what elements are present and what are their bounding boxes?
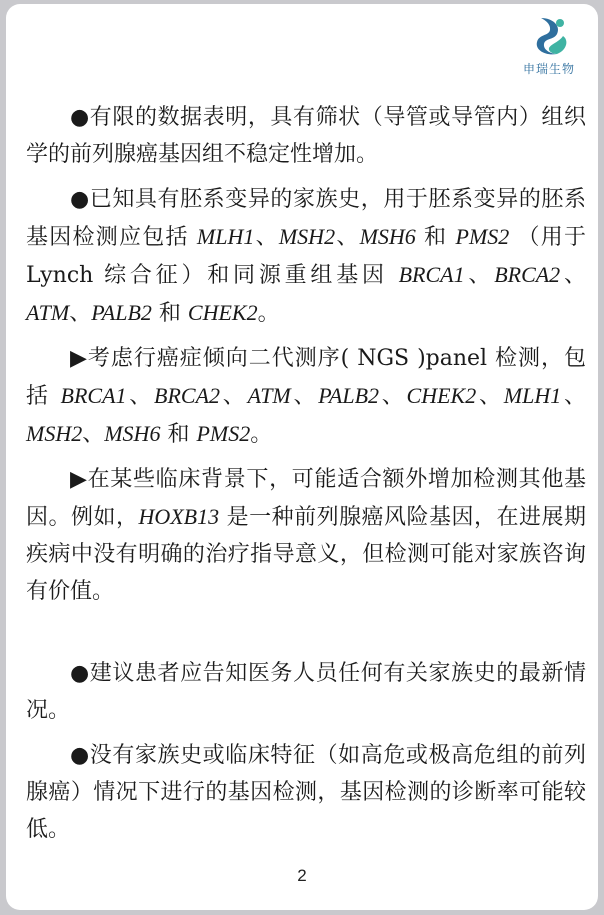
gene-symbol: BRCA2 [494,262,561,287]
gene-symbol: PMS2 [455,224,510,249]
gene-symbol: BRCA1 [60,383,127,408]
text-segment: 。 [250,422,273,447]
text-segment: ▶考虑行癌症倾向二代测序( NGS )panel 检测，包括 [26,346,586,409]
text-segment: ▶在某些临床背景下，可能适合额外增加检测其他基因。例如， [26,467,586,530]
paragraph-ngs-panel [26,340,586,453]
text-segment: 和 [160,422,197,447]
gene-symbol: MSH2 [26,421,83,446]
text-segment: 是一种前列腺癌风险基因，在进展期疾病中没有明确的治疗指导意义，但检测可能对家族咨询有价值。 [26,505,586,604]
gene-symbol: ATM [247,383,291,408]
gene-symbol: MLH1 [503,383,562,408]
text-segment: 、 [379,384,407,409]
paragraph-cribriform [26,99,586,173]
text-segment: 。 [257,301,280,326]
company-logo-text: 申瑞生物 [522,62,575,76]
text-segment: 、 [476,384,504,409]
text-segment: 和 [151,301,188,326]
company-logo [514,14,584,84]
gene-symbol: ATM [26,300,70,325]
text-segment: 、 [464,263,495,288]
gene-symbol: PMS2 [196,421,251,446]
gene-symbol: CHEK2 [187,300,258,325]
text-segment: 、 [220,384,248,409]
gene-symbol: MSH2 [278,224,336,249]
text-segment: 、 [290,384,319,409]
gene-symbol: CHEK2 [406,383,477,408]
gene-symbol: HOXB13 [138,504,220,529]
paragraph-germline-family-history [26,181,586,332]
text-segment: （用于 Lynch 综合征）和同源重组基因 [26,225,586,288]
text-segment: ●有限的数据表明，具有筛状（导管或导管内）组织学的前列腺癌基因组不稳定性增加。 [26,105,586,167]
paragraph-low-diagnostic-yield [26,737,586,848]
text-segment: 、 [126,384,155,409]
company-logo-icon [527,14,571,58]
paragraph-update-family-history [26,655,586,729]
text-segment: 、 [561,384,586,409]
gene-symbol: MLH1 [196,224,255,249]
gene-symbol: BRCA1 [398,262,465,287]
gene-symbol: MSH6 [104,421,161,446]
text-segment: 和 [415,225,456,250]
text-segment: 、 [254,225,279,250]
document-page [6,4,598,910]
paragraph-additional-genes [26,461,586,610]
text-segment: ●建议患者应告知医务人员任何有关家族史的最新情况。 [26,661,586,723]
text-segment: 、 [560,263,586,288]
text-segment: 、 [335,225,360,250]
gene-symbol: PALB2 [318,383,380,408]
gene-symbol: BRCA2 [154,383,221,408]
document-body [26,99,586,848]
text-segment: 、 [82,422,105,447]
page-number: 2 [297,866,307,885]
text-segment: ●没有家族史或临床特征（如高危或极高危组的前列腺癌）情况下进行的基因检测，基因检测的诊断率可能较低。 [26,743,586,842]
gene-symbol: PALB2 [91,300,152,325]
text-segment: 、 [69,301,92,326]
gene-symbol: MSH6 [359,224,416,249]
text-segment: ●已知具有胚系变异的家族史，用于胚系变异的胚系基因检测应包括 [26,187,586,250]
